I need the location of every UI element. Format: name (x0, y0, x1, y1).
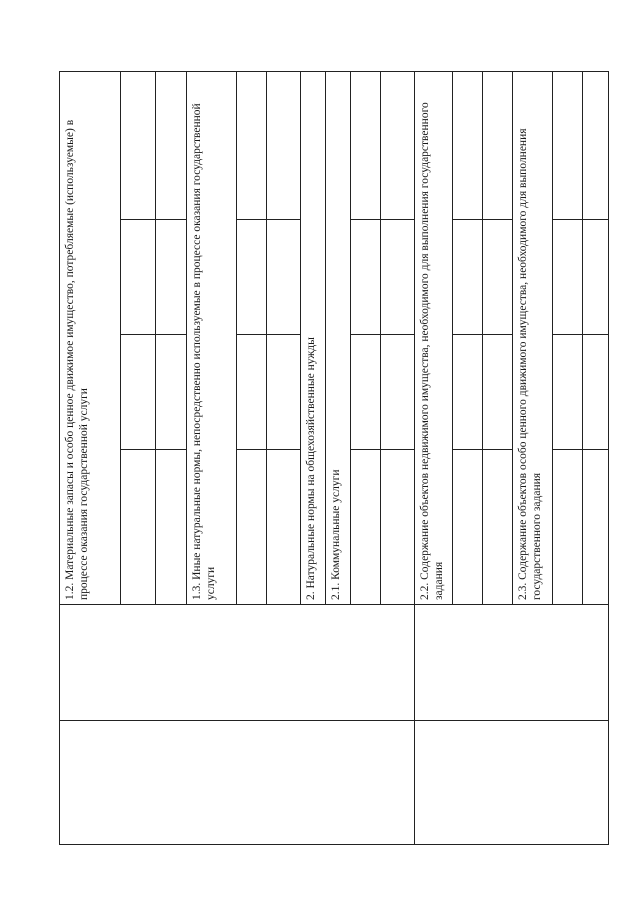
blank-cell (453, 450, 483, 605)
rotated-norms-table (59, 72, 578, 845)
blank-cell (483, 72, 513, 220)
blank-cell (156, 72, 187, 220)
blank-cell (483, 450, 513, 605)
blank-cell (553, 335, 583, 450)
blank-cell (267, 450, 301, 605)
blank-cell (237, 220, 267, 335)
blank-cell (453, 335, 483, 450)
blank-cell (583, 220, 609, 335)
blank-cell (583, 335, 609, 450)
blank-cell (381, 220, 415, 335)
blank-cell (267, 72, 301, 220)
row-label-2-1: 2.1. Коммунальные услуги (326, 72, 351, 605)
blank-cell (381, 335, 415, 450)
blank-cell (121, 450, 156, 605)
blank-cell (453, 220, 483, 335)
blank-cell (483, 220, 513, 335)
blank-cell (553, 220, 583, 335)
row-label-2: 2. Натуральные нормы на общехозяйственные нужды (301, 72, 326, 605)
blank-cell (121, 335, 156, 450)
blank-cell (237, 72, 267, 220)
blank-cell (121, 220, 156, 335)
row-label-1-3: 1.3. Иные натуральные нормы, непосредственно используемые в процессе оказания государственной услуги (187, 72, 237, 605)
merged-cell-c (415, 721, 609, 845)
blank-cell (237, 450, 267, 605)
blank-cell (351, 72, 381, 220)
blank-cell (156, 335, 187, 450)
blank-cell (483, 335, 513, 450)
blank-cell (583, 450, 609, 605)
row-label-1-2: 1.2. Материальные запасы и особо ценное движимое имущество, потребляемые (используемые) в процессе оказания государственной услуги (60, 72, 121, 605)
row-label-2-3: 2.3. Содержание объектов особо ценного движимого имущества, необходимого для выполнения государственного задания (513, 72, 553, 605)
table-row (415, 72, 453, 845)
blank-cell (351, 335, 381, 450)
blank-cell (583, 72, 609, 220)
blank-cell (267, 220, 301, 335)
blank-cell (267, 335, 301, 450)
blank-cell (351, 450, 381, 605)
merged-cell-d (415, 605, 609, 721)
blank-cell (553, 72, 583, 220)
merged-cell-b (60, 605, 415, 721)
blank-cell (121, 72, 156, 220)
merged-cell-a (60, 721, 415, 845)
table-row (60, 72, 121, 845)
row-label-2-2: 2.2. Содержание объектов недвижимого имущества, необходимого для выполнения государственного задания (415, 72, 453, 605)
blank-cell (156, 450, 187, 605)
norms-table (59, 71, 609, 845)
blank-cell (237, 335, 267, 450)
blank-cell (453, 72, 483, 220)
blank-cell (351, 220, 381, 335)
blank-cell (553, 450, 583, 605)
blank-cell (156, 220, 187, 335)
blank-cell (381, 450, 415, 605)
blank-cell (381, 72, 415, 220)
